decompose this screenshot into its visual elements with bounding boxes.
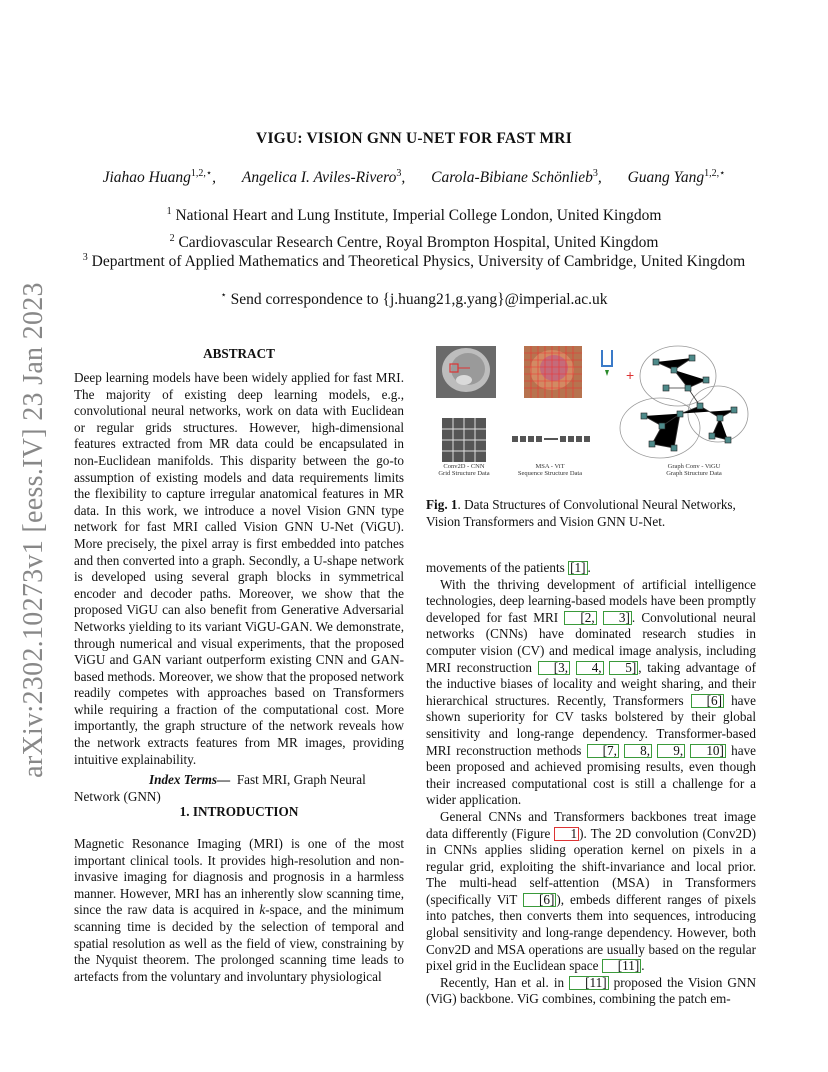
- citation-link[interactable]: 4,: [576, 661, 604, 675]
- grid-patches: [442, 418, 486, 462]
- citation-link[interactable]: 10]: [690, 744, 726, 758]
- citation-link[interactable]: [6]: [691, 694, 724, 708]
- intro-paragraph: Magnetic Resonance Imaging (MRI) is one of the most important clinical tools. It provides high-resolution and non-invasive imaging for diagnosis and prognosis in a harmless manner. However, MRI has an inherently slow scanning time, since the raw data is acquired in k-space, and the minimum scanning time is decided by the selection of temporal and spatial resolution as well as the field of view, constraining by the Nyquist theorem. The prolonged scanning time leads to artefacts from the voluntary and involuntary physiological: [74, 836, 404, 984]
- right-column-body: [426, 560, 756, 1008]
- svg-text:+: +: [626, 367, 635, 383]
- author: Guang Yang$^{1,2,⋆}$: [627, 168, 726, 187]
- paragraph: General CNNs and Transformers backbones treat image data differently (Figure 1 ). The 2D convolution (Conv2D) in CNNs applies sliding operation kernel on pixels in a regular grid, exploiting the shift-invariance and local prior. The multi-head self-attention (MSA) in Transformers (specifically ViT [6] ), embeds different ranges of pixels into patches, then converts them into sequences, introducing global sensitivity and long-range dependency. However, both Conv2D and MSA operations are usually based on the regular pixel grid in the Euclidean space [11] .: [426, 808, 756, 974]
- figure-label: MSA - ViT: [535, 463, 565, 470]
- author: Jiahao Huang$^{1,2,⋆}$,: [102, 168, 216, 187]
- affiliation: $^1$ National Heart and Lung Institute, Imperial College London, United Kingdom: [166, 206, 662, 225]
- introduction-heading: 1. INTRODUCTION: [179, 804, 299, 819]
- paper-title: VIGU: VISION GNN U-NET FOR FAST MRI: [256, 130, 572, 147]
- author: Carola-Bibiane Schönlieb$^3$,: [431, 168, 602, 187]
- arxiv-identifier-text: arXiv:2302.10273v1 [eess.IV] 23 Jan 2023: [18, 282, 49, 778]
- citation-link[interactable]: 5]: [609, 661, 638, 675]
- citation-link[interactable]: [6]: [523, 893, 556, 907]
- index-terms: Index Terms— Fast MRI, Graph Neural Network (GNN): [74, 772, 366, 804]
- abstract-text: Deep learning models have been widely applied for fast MRI. The majority of existing deep learning models, e.g., convolutional neural networks, work on data with Euclidean or regular grids structures. However, high-dimensional features extracted from MR data could be encapsulated in non-Euclidean manifolds. This disparity between the go-to assumption of existing models and data requirements limits the flexibility to capture irregular anatomical features in MR data. In this work, we introduce a novel Vision GNN type network for fast MRI called Vision GNN U-Net (ViGU). More precisely, the pixel array is first embedded into patches and then converted into a graph. Secondly, a U-shape network is developed using several graph blocks in symmetrical encoder and decoder paths. Moreover, we show that the proposed ViGU can also benefit from Generative Adversarial Networks yielding to its variant ViGU-GAN. We demonstrate, through numerical and visual experiments, that the proposed ViGU and GAN variant outperform existing CNN and GAN-based methods. Moreover, we show that the proposed network readily competes with approaches based on Transformers while requiring a fraction of the computational cost. More importantly, the graph structure of the network reveals how the network extracts features from MR images, providing intuitive explainability.: [74, 370, 404, 767]
- mri-image-color-grid: [524, 346, 582, 398]
- figure-data-structures: [430, 340, 760, 490]
- author: Angelica I. Aviles-Rivero$^3$,: [241, 168, 406, 187]
- paragraph: With the thriving development of artificial intelligence technologies, deep learning-based models have been promptly developed for fast MRI [2, 3] . Convolutional neural networks (CNNs) have dominated research studies in computer vision (CV) and medical image analysis, including MRI reconstruction [3, 4, 5] , taking advantage of the inductive biases of locality and weight sharing, and their hierarchical structures. Recently, Transformers [6] have shown superiority for CV tasks bolstered by their global sensitivity and long-range dependency. Transformer-based MRI reconstruction methods [7, 8, 9, 10] have been proposed and achieved promising results, even though their increased computational cost is still a challenge for a wider application.: [426, 576, 757, 808]
- author-list: [0, 168, 828, 187]
- citation-link[interactable]: [1]: [570, 560, 586, 575]
- citation-link[interactable]: [3,: [538, 661, 570, 675]
- arxiv-identifier: [10, 282, 58, 778]
- mri-image-grayscale: [436, 346, 496, 398]
- sequence-tokens: [512, 436, 590, 442]
- abstract-heading: ABSTRACT: [203, 346, 275, 361]
- figure-label: Graph Structure Data: [666, 470, 722, 477]
- citation-link[interactable]: [11]: [602, 959, 641, 973]
- paragraph: Recently, Han et al. in [11] proposed the Vision GNN (ViG) backbone. ViG combines, combining the patch em-: [426, 974, 757, 1007]
- figure-label: Conv2D - CNN: [443, 463, 485, 470]
- citation-link[interactable]: 9,: [657, 744, 685, 758]
- paragraph: movements of the patients [1] .: [426, 560, 591, 575]
- figure-label: Sequence Structure Data: [517, 470, 583, 477]
- citation-link[interactable]: [7,: [587, 744, 619, 758]
- affiliation: $^3$ Department of Applied Mathematics and Theoretical Physics, University of Cambridge, United Kingdom: [82, 252, 746, 271]
- citation-link[interactable]: [11]: [569, 976, 608, 990]
- affiliation: $^2$ Cardiovascular Research Centre, Royal Brompton Hospital, United Kingdom: [169, 233, 659, 252]
- correspondence: ⋆ Send correspondence to {j.huang21,g.yang}@imperial.ac.uk: [220, 290, 608, 309]
- abstract-body: [74, 370, 404, 805]
- graph-structure: [602, 346, 748, 458]
- introduction-body: [74, 836, 404, 985]
- figure-label: Graph Conv - ViGU: [667, 463, 721, 470]
- figure-reference-link[interactable]: 1: [554, 827, 579, 841]
- figure-label: Grid Structure Data: [438, 470, 490, 477]
- citation-link[interactable]: 3]: [603, 611, 632, 625]
- citation-link[interactable]: [2,: [564, 611, 596, 625]
- citation-link[interactable]: 8,: [624, 744, 652, 758]
- figure-caption: Fig. 1. Data Structures of Convolutional Neural Networks, Vision Transformers and Vision GNN U-Net.: [426, 497, 736, 529]
